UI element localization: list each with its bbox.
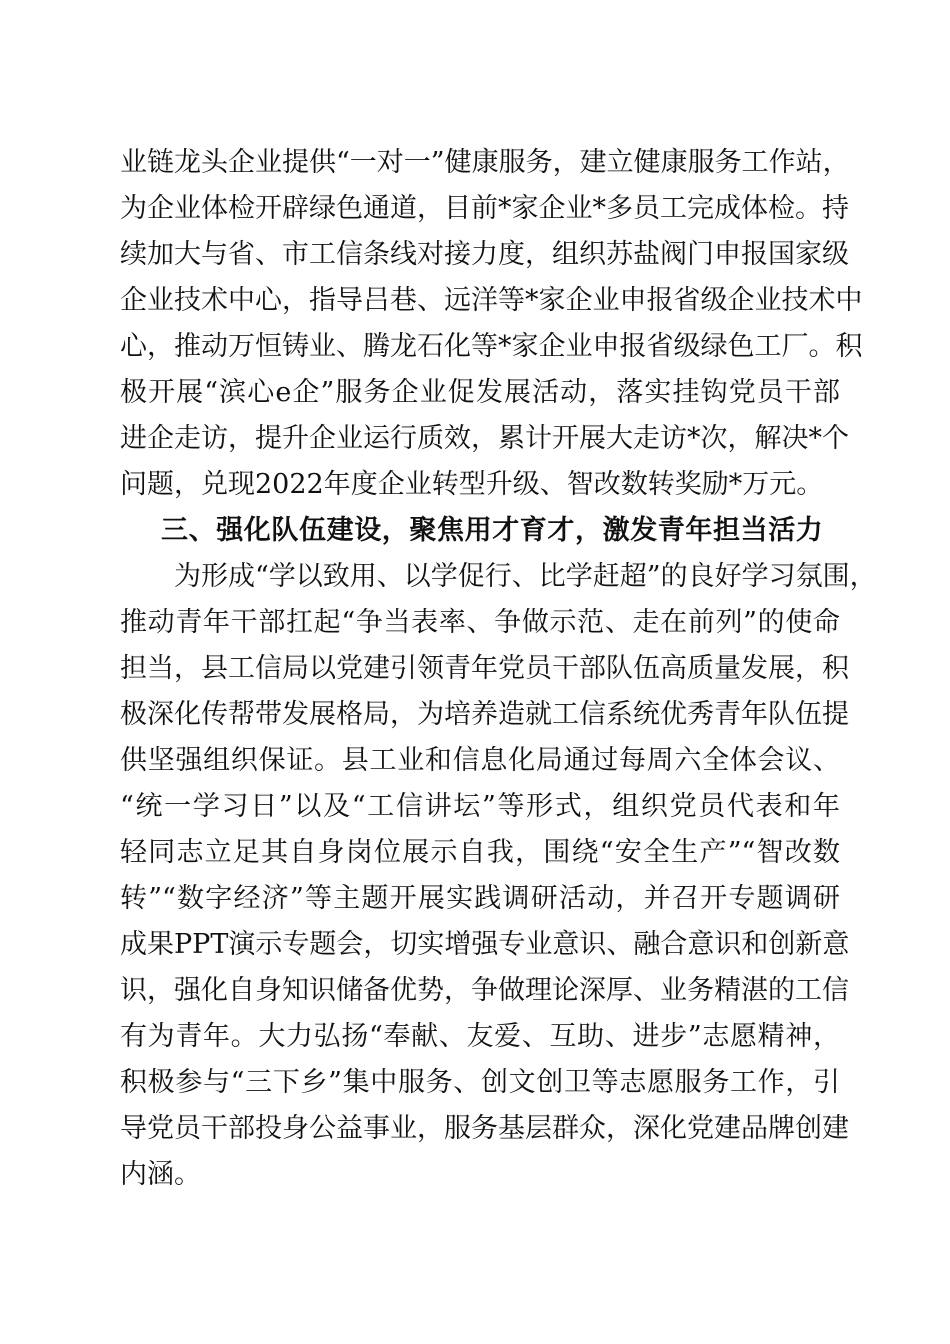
paragraph-line: 成果PPT演示专题会，切实增强专业意识、融合意识和创新意 xyxy=(120,929,850,960)
paragraph-line: 积极参与“三下乡”集中服务、创文创卫等志愿服务工作，引 xyxy=(120,1067,840,1098)
paragraph-line: 进企走访，提升企业运行质效，累计开展大走访*次，解决*个 xyxy=(120,423,849,454)
paragraph-line: 企业技术中心，指导吕巷、远洋等*家企业申报省级企业技术中 xyxy=(120,285,863,316)
paragraph-line: 续加大与省、市工信条线对接力度，组织苏盐阀门申报国家级 xyxy=(120,239,849,270)
paragraph-line: 问题，兑现2022年度企业转型升级、智改数转奖励*万元。 xyxy=(120,469,824,500)
paragraph-line: 心，推动万恒铸业、腾龙石化等*家企业申报省级绿色工厂。积 xyxy=(120,331,863,362)
paragraph-line: 内涵。 xyxy=(120,1159,201,1190)
paragraph-line: 业链龙头企业提供“一对一”健康服务，建立健康服务工作站， xyxy=(120,147,850,178)
paragraph-line: 转”“数字经济”等主题开展实践调研活动，并召开专题调研 xyxy=(120,883,840,914)
paragraph-line: 导党员干部投身公益事业，服务基层群众，深化党建品牌创建 xyxy=(120,1113,849,1144)
paragraph-line: 为形成“学以致用、以学促行、比学赶超”的良好学习氛围， xyxy=(120,561,877,592)
paragraph-line: 极开展“滨心e企”服务企业促发展活动，落实挂钩党员干部 xyxy=(120,377,840,408)
paragraph-line: “统一学习日”以及“工信讲坛”等形式，组织党员代表和年 xyxy=(120,791,840,822)
paragraph-line: 轻同志立足其自身岗位展示自我，围绕“安全生产”“智改数 xyxy=(120,837,840,868)
paragraph-line: 推动青年干部扛起“争当表率、争做示范、走在前列”的使命 xyxy=(120,607,840,638)
paragraph-line: 担当，县工信局以党建引领青年党员干部队伍高质量发展，积 xyxy=(120,653,849,684)
paragraph-line: 极深化传帮带发展格局，为培养造就工信系统优秀青年队伍提 xyxy=(120,699,849,730)
paragraph-line: 为企业体检开辟绿色通道，目前*家企业*多员工完成体检。持 xyxy=(120,193,849,224)
paragraph-line: 识，强化自身知识储备优势，争做理论深厚、业务精湛的工信 xyxy=(120,975,849,1006)
paragraph-line: 供坚强组织保证。县工业和信息化局通过每周六全体会议、 xyxy=(120,745,840,776)
paragraph-line: 有为青年。大力弘扬“奉献、友爱、互助、进步”志愿精神， xyxy=(120,1021,840,1052)
section-heading: 三、强化队伍建设，聚焦用才育才，激发青年担当活力 xyxy=(161,515,824,546)
